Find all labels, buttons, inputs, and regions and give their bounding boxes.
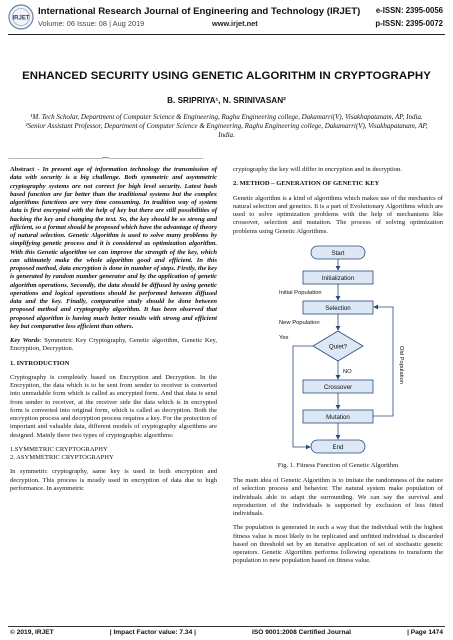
flow-new-pop-label: New Population: [279, 319, 320, 326]
footer-impact: | Impact Factor value: 7.34 |: [109, 629, 196, 636]
paper-title: ENHANCED SECURITY USING GENETIC ALGORITHM IN CRYPTOGRAPHY: [22, 70, 431, 82]
section-heading-intro: 1. INTRODUCTION: [10, 359, 70, 367]
flow-old-pop-label: Old Population: [398, 345, 404, 384]
flow-quiet-label: Quiet?: [328, 343, 348, 351]
flow-selection-label: Selection: [325, 304, 351, 312]
abstract: [10, 166, 217, 331]
journal-url[interactable]: www.irjet.net: [212, 19, 258, 28]
journal-header: [0, 0, 453, 52]
authors: B. SRIPRIYA¹, N. SRINIVASAN²: [167, 96, 286, 105]
flow-no-label: NO: [343, 368, 352, 375]
separator-line: ---------------------------------------------------------------------***---------------------------------------------------------------------: [8, 157, 203, 162]
crypto-types-list: [10, 446, 217, 463]
keywords: [10, 337, 217, 354]
p-issn: p-ISSN: 2395-0072: [375, 19, 443, 28]
method-paragraph-1: Genetic algorithm is a kind of algorithms which makes use of the mechanics of natural selection and genetics. It is a part of Evolutionary Algorithms which are used to solve optimization problems with the help of mechanisms like crossover, selection and mutation. The process of solving optimization problems using Genetic Algorithms.: [233, 194, 443, 235]
figure-caption: Fig. 1. Fitness Function of Genetic Algorithm: [277, 461, 399, 469]
flow-mutation-label: Mutation: [326, 413, 350, 421]
footer-rule: [8, 626, 445, 627]
right-column: [233, 166, 443, 572]
footer-copyright: © 2019, IRJET: [10, 629, 54, 636]
irjet-logo-icon: [8, 4, 34, 30]
page-footer: [10, 629, 443, 636]
flow-init-label: Initialization: [321, 274, 355, 282]
abstract-label: Abstract -: [10, 166, 40, 173]
flow-crossover-label: Crossover: [323, 383, 353, 391]
continued-text: cryptography the key will differ in encryption and in decryption.: [233, 166, 402, 173]
abstract-text: In present age of information technology the transmission of data with security is a big challenge. Both symmetric and asymmetric cryptography systems are not correct for high level security. Latest hash based function are far better than the traditional systems but the complex algorithms functions are very time consuming. In tradition way of system data is first encrypted with the help of key but there are still possibilities of hacking the key and changing the text. So, the key should be so strong and efficient, so a format should be proposed which have the advantage of theory of natural selection. Genetic Algorithm is used to solve many problems by simplifying genetic process and it is considered as optimization algorithm. With this Genetic algorithm we can improve the strength of the key, which can ultimately make the whole algorithm good and efficient. In this proposed method, data encryption is done in number of steps. Firstly, the key is generated by random number generator and by the application of genetic algorithm operations. Secondly, the data should be diffused by using genetic operations and logical operations should be performed between diffused data and the key. Finally, comparative study should be done between proposed method and cryptography algorithm. It has been observed that proposed algorithm is having much better results with strong and efficient key but comparative less efficient than others.: [10, 166, 218, 330]
left-column: [10, 166, 217, 499]
flow-yes-label: Yes: [279, 334, 289, 341]
flow-end-label: End: [332, 443, 344, 451]
journal-name: International Research Journal of Engineering and Technology (IRJET): [38, 6, 361, 17]
method-paragraph-2: The main idea of Genetic Algorithm is to imitate the randomness of the nature of selection process and behavior. The natural system make population of individuals able to adapt the surrounding. We can say the survival and reproduction of the individuals is supported by exclusion of less fitted individuals.: [233, 477, 443, 517]
intro-paragraph-1: Cryptography is completely based on Encryption and Decryption. In the Encryption, the data which is to be sent from sender to receiver is converted into unreadable form which is called as encrypted form. And that data is send from sender to receiver, at the receiver side the data which is in encrypted form is converted into original form, which is called as decryption. Both the encryption process and decryption process requires a key. For the protection of important and valuable data, different models of cryptography algorithms are designed. Mainly there two types of cryptographic algorithms:: [10, 373, 217, 439]
method-paragraph-3: The population is generated in such a way that the individual with the highest fitness value is most likely to be replicated and unfitted individual is discarded based on threshold set by an iterative application of set of stochastic genetic operators. Genetic Algorithm performs following operations to transform the population to new population based on fitness value.: [233, 524, 443, 565]
e-issn: e-ISSN: 2395-0056: [375, 6, 443, 15]
affiliation-2: ²Senior Assistant Professor, Department of Computer Science & Engineering, Raghu Engineering college, Dakamarri(V), Visakhapatanam, AP, India.: [25, 122, 428, 140]
footer-page: | Page 1474: [407, 629, 443, 636]
list-item: 2. ASYMMETRIC CRYPTOGRAPHY: [10, 454, 114, 461]
flowchart-figure: [233, 242, 443, 458]
affiliation-1: ¹M. Tech Scholar, Department of Computer Science & Engineering, Raghu Engineering college, Dakamarri(V), Visakhapatanam, AP, India.: [30, 113, 423, 121]
header-rule: [8, 34, 445, 35]
footer-iso: ISO 9001:2008 Certified Journal: [252, 629, 351, 636]
section-heading-method: 2. METHOD – GENERATION OF GENETIC KEY: [233, 180, 380, 188]
journal-volume: Volume: 06 Issue: 08 | Aug 2019: [38, 19, 145, 28]
keywords-text: : Symmetric Key Cryptography, Genetic algorithm, Genetic Key, Encryption, Decryption.: [10, 337, 217, 353]
list-item: 1.SYMMETRIC CRYPTOGRAPHY: [10, 445, 108, 453]
flowchart-svg: [233, 242, 443, 458]
flow-start-label: Start: [331, 249, 345, 257]
flow-initial-pop-label: Initial Population: [279, 289, 322, 296]
intro-paragraph-2: In symmetric cryptography, same key is used in both encryption and decryption. This process is mostly used in encryption of data due to high performance. In asymmetric: [10, 468, 217, 492]
svg-text:IRJET: IRJET: [12, 15, 30, 22]
keywords-label: Key Words: [10, 337, 40, 344]
affiliations: [20, 113, 433, 141]
